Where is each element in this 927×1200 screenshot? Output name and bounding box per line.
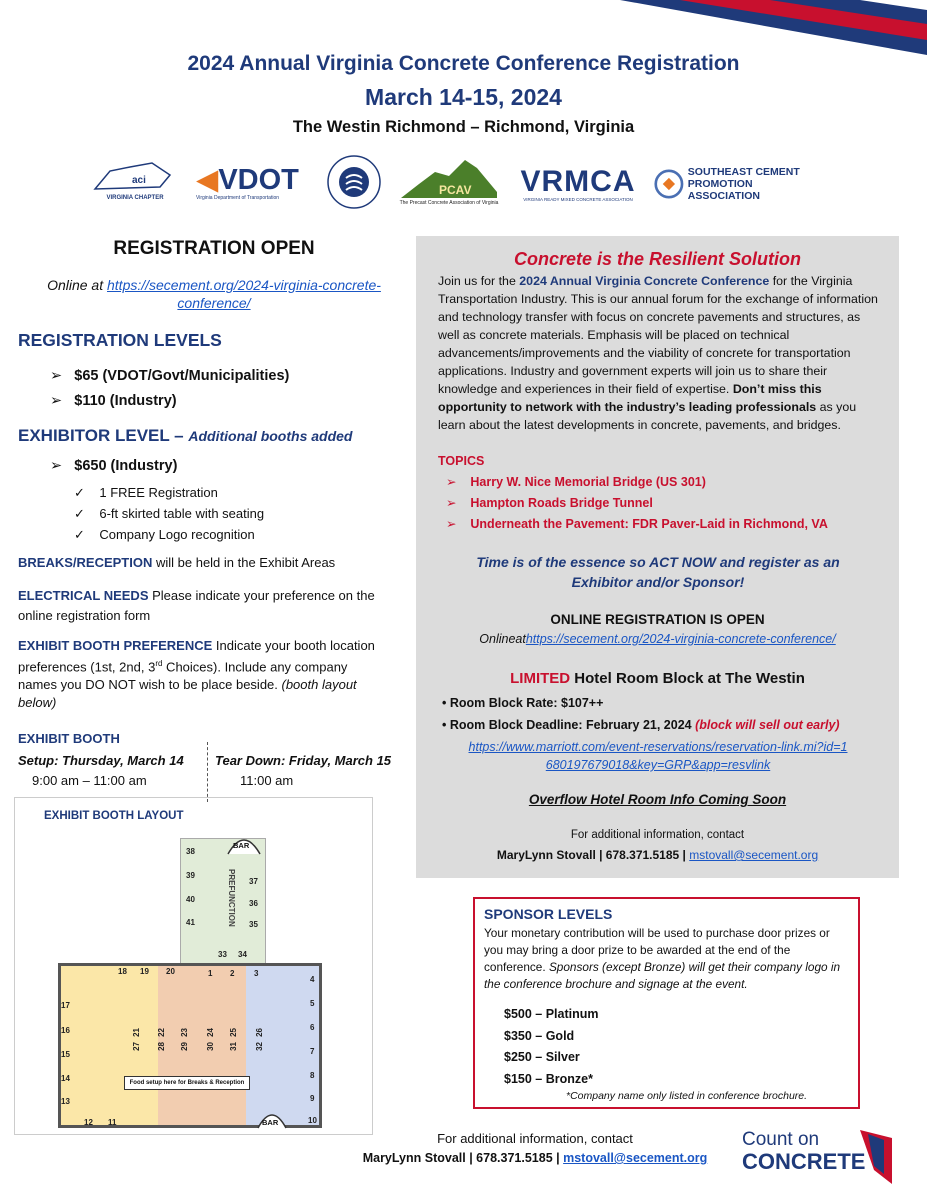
booth-20: 20 bbox=[166, 967, 175, 976]
list-item: ➢ $65 (VDOT/Govt/Municipalities) bbox=[50, 368, 290, 384]
sponsor-levels-list bbox=[504, 1004, 599, 1090]
registration-levels-list bbox=[50, 364, 289, 414]
overflow-notice: Overflow Hotel Room Info Coming Soon bbox=[528, 792, 787, 807]
arrow-bullet-icon: ➢ bbox=[50, 368, 63, 384]
usdot-seal bbox=[326, 154, 382, 210]
hotel-link-wrap bbox=[466, 738, 850, 774]
checkmark-icon: ✓ bbox=[74, 485, 85, 500]
teardown-label: Tear Down: Friday, March 15 bbox=[215, 753, 392, 768]
exhibit-hall-walls bbox=[58, 963, 322, 1128]
pcav-logo bbox=[398, 154, 500, 210]
topics-list bbox=[446, 472, 828, 535]
hotel-heading: LIMITED Hotel Room Block at The Westin bbox=[510, 670, 805, 687]
exhibit-booth-heading: EXHIBIT BOOTH bbox=[18, 731, 120, 746]
booth-5: 5 bbox=[310, 999, 315, 1008]
booth-1: 1 bbox=[208, 969, 213, 978]
list-item: • Room Block Rate: $107++ bbox=[442, 696, 604, 710]
secpa-line2: PROMOTION ASSOCIATION bbox=[687, 178, 760, 202]
booth-8: 8 bbox=[310, 1071, 315, 1080]
panel-intro: Join us for the 2024 Annual Virginia Concrete Conference for the Virginia Transportation Industry. This is our annual forum for the exchange of information and technology transfer with focus on concrete pavements and structures, as well as concrete materials. Emphasis will be placed on technical advancements/improvements and the viability of concrete for transportation applications. Industry and government experts will join us to share their knowledge and experiences in their field of expertise. Don’t miss this opportunity to network with the industry’s leading professionals as you learn about the latest developments in concrete, pavements, and bridges. bbox=[438, 274, 878, 432]
registration-levels-heading: REGISTRATION LEVELS bbox=[18, 330, 222, 350]
booth-3: 3 bbox=[254, 969, 259, 978]
booth-17: 17 bbox=[61, 1001, 70, 1010]
arrow-bullet-icon: ➢ bbox=[50, 393, 63, 409]
booth-38: 38 bbox=[186, 847, 195, 856]
booth-35: 35 bbox=[249, 920, 258, 929]
booth-2: 2 bbox=[230, 969, 235, 978]
arrow-bullet-icon: ➢ bbox=[446, 475, 457, 489]
booth-21: 21 bbox=[132, 1028, 141, 1037]
booth-37: 37 bbox=[249, 877, 258, 886]
online-registration-line bbox=[18, 276, 410, 312]
bar-top-label: BAR bbox=[233, 841, 250, 850]
food-setup-area: Food setup here for Breaks & Reception bbox=[124, 1076, 250, 1090]
booth-9: 9 bbox=[310, 1094, 315, 1103]
vrmca-logo-sub: VIRGINIA READY MIXED CONCRETE ASSOCIATION bbox=[523, 196, 633, 202]
online-registration-open: ONLINE REGISTRATION IS OPEN bbox=[550, 612, 765, 627]
secpa-line1: SOUTHEAST CEMENT bbox=[687, 166, 800, 178]
booth-6: 6 bbox=[310, 1023, 315, 1032]
booth-preference-paragraph: EXHIBIT BOOTH PREFERENCE Indicate your booth location preferences (1st, 2nd, 3rd Choices). Include any company names you DO NOT wish to be place beside. (booth layout below) bbox=[18, 638, 375, 711]
list-item: ➢ Harry W. Nice Memorial Bridge (US 301) bbox=[446, 475, 706, 489]
footer-contact-line: For additional information, contact bbox=[437, 1131, 633, 1146]
electrical-paragraph: ELECTRICAL NEEDS Please indicate your preference on the online registration form bbox=[18, 588, 375, 623]
pcav-logo-sub: The Precast Concrete Association of Virginia bbox=[399, 200, 499, 206]
usdot-seal-text bbox=[345, 182, 363, 183]
venue: The Westin Richmond – Richmond, Virginia bbox=[292, 118, 635, 136]
booth-13: 13 bbox=[61, 1097, 70, 1106]
prefunction-label: PREFUNCTION bbox=[227, 869, 236, 927]
brand-swoosh-icon bbox=[860, 1130, 892, 1184]
pcav-logo-text: PCAV bbox=[439, 183, 472, 197]
setup-time: 9:00 am – 11:00 am bbox=[32, 773, 147, 788]
list-item: ✓ Company Logo recognition bbox=[74, 527, 255, 542]
vdot-logo-text: VDOT bbox=[218, 164, 299, 196]
list-item: $250 – Silver bbox=[504, 1050, 580, 1064]
teardown-time: 11:00 am bbox=[240, 773, 294, 788]
sponsor-footnote: *Company name only listed in conference brochure. bbox=[566, 1090, 808, 1102]
list-item: $350 – Gold bbox=[504, 1028, 575, 1043]
panel-contact: MaryLynn Stovall | 678.371.5185 | mstovall@secement.org bbox=[496, 848, 819, 862]
list-item: ✓ 1 FREE Registration bbox=[74, 485, 218, 500]
event-dates: March 14-15, 2024 bbox=[365, 84, 562, 110]
list-item: $150 – Bronze* bbox=[504, 1071, 593, 1086]
sponsor-text: Your monetary contribution will be used to purchase door prizes or you may bring a door prize to be awarded at the end of the conference. Sponsors (except Bronze) will get their company logo in the conference brochure and signage at the event. bbox=[484, 926, 841, 991]
panel-contact-email[interactable]: mstovall@secement.org bbox=[689, 848, 819, 862]
corner-stripes-decoration bbox=[620, 0, 927, 55]
panel-heading: Concrete is the Resilient Solution bbox=[513, 249, 802, 269]
exhibitor-level-sub: Additional booths added bbox=[188, 428, 353, 444]
vdot-logo: ◀VDOT Virginia Department of Transportation bbox=[196, 164, 299, 201]
brand-line1: Count on bbox=[742, 1129, 820, 1150]
brand-line2: CONCRETE bbox=[742, 1149, 866, 1174]
booth-22: 22 bbox=[157, 1028, 166, 1037]
secpa-logo bbox=[654, 166, 810, 202]
setup-label: Setup: Thursday, March 14 bbox=[18, 753, 184, 768]
exhibitor-level-heading: EXHIBITOR LEVEL – Additional booths added bbox=[18, 426, 353, 445]
footer-contact: MaryLynn Stovall | 678.371.5185 | mstovall@secement.org bbox=[362, 1151, 708, 1165]
booth-27: 27 bbox=[132, 1042, 141, 1051]
booth-16: 16 bbox=[61, 1026, 70, 1035]
page-title: 2024 Annual Virginia Concrete Conference Registration bbox=[187, 52, 740, 75]
vrmca-logo-text: VRMCA bbox=[520, 164, 636, 198]
booth-40: 40 bbox=[186, 895, 195, 904]
registration-link[interactable]: https://secement.org/2024-virginia-concrete-conference/ bbox=[107, 277, 381, 311]
bar-bottom-label: BAR bbox=[262, 1118, 279, 1127]
footer-contact-email[interactable]: mstovall@secement.org bbox=[563, 1151, 708, 1165]
booth-12: 12 bbox=[84, 1118, 93, 1127]
booth-31: 31 bbox=[229, 1042, 238, 1051]
booth-11: 11 bbox=[108, 1118, 117, 1127]
checkmark-icon: ✓ bbox=[74, 506, 85, 521]
list-item: $500 – Platinum bbox=[504, 1007, 599, 1021]
booth-4: 4 bbox=[310, 975, 315, 984]
booth-23: 23 bbox=[180, 1028, 189, 1037]
panel-contact-line: For additional information, contact bbox=[570, 829, 745, 841]
booth-30: 30 bbox=[206, 1042, 215, 1051]
registration-open-heading: REGISTRATION OPEN bbox=[113, 238, 315, 259]
online-prefix: Online at bbox=[47, 277, 107, 293]
hotel-details bbox=[442, 692, 840, 736]
booth-24: 24 bbox=[206, 1028, 215, 1037]
booth-19: 19 bbox=[140, 967, 149, 976]
list-item: • Room Block Deadline: February 21, 2024 (block will sell out early) bbox=[442, 718, 840, 732]
arrow-bullet-icon: ➢ bbox=[446, 496, 457, 510]
booth-32: 32 bbox=[255, 1042, 264, 1051]
booth-34: 34 bbox=[238, 950, 247, 959]
hotel-reservation-link[interactable]: https://www.marriott.com/event-reservations/reservation-link.mi?id=1680197679018&key=GRP&app=resvlink bbox=[468, 740, 848, 772]
checkmark-icon: ✓ bbox=[74, 527, 85, 542]
exhibitor-price: ➢ $650 (Industry) bbox=[50, 458, 178, 474]
booth-33: 33 bbox=[218, 950, 227, 959]
arrow-bullet-icon: ➢ bbox=[446, 517, 457, 531]
booth-26: 26 bbox=[255, 1028, 264, 1037]
booth-39: 39 bbox=[186, 871, 195, 880]
sponsor-heading: SPONSOR LEVELS bbox=[484, 906, 613, 922]
booth-10: 10 bbox=[308, 1116, 317, 1125]
list-item: ➢ $110 (Industry) bbox=[50, 393, 177, 409]
vdot-logo-sub: Virginia Department of Transportation bbox=[196, 195, 280, 201]
exhibitor-benefits-list bbox=[74, 482, 264, 545]
booth-18: 18 bbox=[118, 967, 127, 976]
act-now-message: Time is of the essence so ACT NOW and register as an Exhibitor and/or Sponsor! bbox=[476, 554, 840, 590]
booth-28: 28 bbox=[157, 1042, 166, 1051]
breaks-paragraph: BREAKS/RECEPTION will be held in the Exhibit Areas bbox=[18, 555, 336, 570]
topics-label: TOPICS bbox=[438, 454, 485, 468]
panel-registration-link[interactable]: https://secement.org/2024-virginia-concrete-conference/ bbox=[525, 632, 836, 646]
booth-7: 7 bbox=[310, 1047, 315, 1056]
booth-36: 36 bbox=[249, 899, 258, 908]
schedule-divider bbox=[207, 742, 208, 802]
booth-layout-title: EXHIBIT BOOTH LAYOUT bbox=[44, 810, 184, 822]
booth-29: 29 bbox=[180, 1042, 189, 1051]
booth-14: 14 bbox=[61, 1074, 70, 1083]
list-item: ➢ Hampton Roads Bridge Tunnel bbox=[446, 496, 653, 510]
aci-logo-sub: VIRGINIA CHAPTER bbox=[106, 195, 164, 201]
panel-online-line: Onlineathttps://secement.org/2024-virginia-concrete-conference/ bbox=[479, 632, 836, 646]
list-item: ✓ 6-ft skirted table with seating bbox=[74, 506, 265, 521]
booth-41: 41 bbox=[186, 918, 195, 927]
vrmca-logo bbox=[514, 164, 642, 204]
booth-15: 15 bbox=[61, 1050, 70, 1059]
aci-logo bbox=[88, 156, 182, 206]
list-item: ➢ Underneath the Pavement: FDR Paver-Laid in Richmond, VA bbox=[446, 517, 828, 531]
aci-logo-text: aci bbox=[132, 175, 146, 186]
arrow-bullet-icon: ➢ bbox=[50, 458, 63, 474]
booth-25: 25 bbox=[229, 1028, 238, 1037]
count-on-concrete-logo bbox=[742, 1130, 892, 1190]
